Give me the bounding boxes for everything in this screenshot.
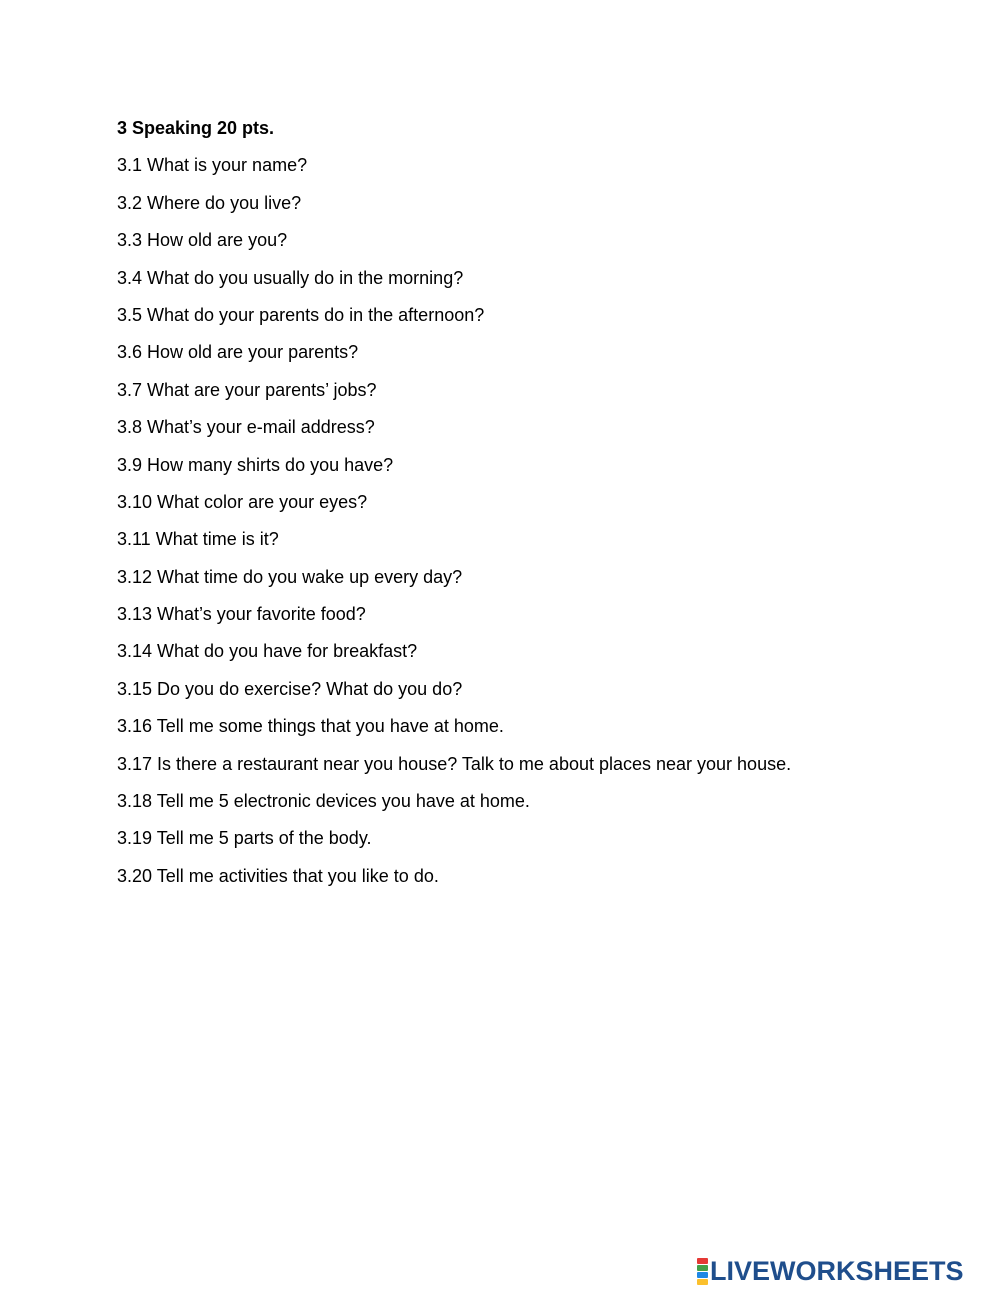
question-item: 3.20 Tell me activities that you like to do.: [117, 865, 439, 886]
question-item: 3.10 What color are your eyes?: [117, 491, 368, 512]
question-item: 3.13 What’s your favorite food?: [117, 604, 366, 625]
liveworksheets-logo: [697, 1256, 964, 1286]
question-item: 3.9 How many shirts do you have?: [117, 454, 394, 475]
question-item: 3.18 Tell me 5 electronic devices you have at home.: [117, 791, 530, 812]
question-item: 3.6 How old are your parents?: [117, 342, 359, 363]
logo-block: [697, 1258, 708, 1264]
worksheet-section: [117, 116, 977, 901]
question-item: 3.7 What are your parents’ jobs?: [117, 379, 377, 400]
logo-block: [697, 1272, 708, 1278]
question-item: 3.2 Where do you live?: [117, 192, 302, 213]
logo-block: [697, 1265, 708, 1271]
logo-text: LIVEWORKSHEETS: [710, 1256, 964, 1286]
question-list: [117, 153, 977, 887]
question-item: 3.17 Is there a restaurant near you house? Talk to me about places near your house.: [117, 753, 792, 774]
question-item: 3.11 What time is it?: [117, 529, 279, 550]
question-item: 3.12 What time do you wake up every day?: [117, 566, 463, 587]
question-item: 3.4 What do you usually do in the morning?: [117, 267, 464, 288]
question-item: 3.14 What do you have for breakfast?: [117, 641, 418, 662]
logo-blocks-icon: [697, 1258, 708, 1285]
question-item: 3.16 Tell me some things that you have at home.: [117, 716, 504, 737]
logo-block: [697, 1279, 708, 1285]
question-item: 3.1 What is your name?: [117, 155, 308, 176]
question-item: 3.5 What do your parents do in the afternoon?: [117, 304, 485, 325]
question-item: 3.8 What’s your e-mail address?: [117, 417, 375, 438]
question-item: 3.3 How old are you?: [117, 230, 288, 251]
section-title: 3 Speaking 20 pts.: [117, 118, 275, 138]
question-item: 3.15 Do you do exercise? What do you do?: [117, 678, 463, 699]
question-item: 3.19 Tell me 5 parts of the body.: [117, 828, 372, 849]
